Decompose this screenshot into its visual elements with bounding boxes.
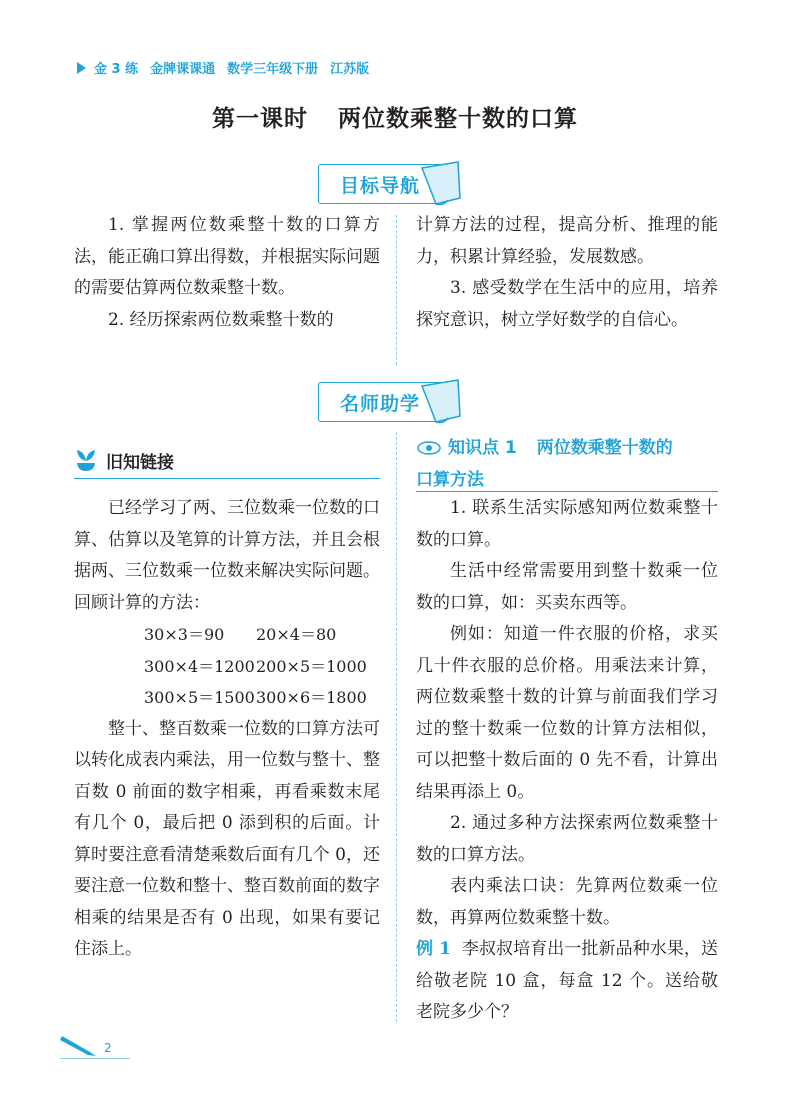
- calc-item: 20×4＝80: [256, 625, 337, 644]
- knowledge-point-heading: [416, 432, 718, 496]
- example-text: 李叔叔培育出一批新品种水果，送给敬老院 10 盒，每盒 12 个。送给敬老院多少个？: [416, 939, 719, 1022]
- old-body: 整十、整百数乘一位数的口算方法可以转化成表内乘法，用一位数与整十、整百数 0 前面的数字相乘，再看乘数末尾有几个 0，最后把 0 添到积的后面。计算时要注意看清楚乘数后面有几个 0，还要注意一位数和整十、整百数前面的数字相乘的结果是否有 0 出现，如果有要记住添上。: [74, 718, 380, 959]
- knowledge-label: 知识点 1: [448, 438, 517, 458]
- calc-item: 30×3＝90: [144, 625, 225, 644]
- page-title: [0, 100, 790, 133]
- calc-item: 300×6＝1800: [256, 688, 367, 707]
- goal-paragraph: 计算方法的过程，提高分析、推理的能力，积累计算经验，发展数感。: [416, 215, 718, 267]
- goal-paragraph: 3. 感受数学在生活中的应用，培养探究意识，树立学好数学的自信心。: [416, 278, 718, 330]
- lesson-topic: 两位数乘整十数的口算: [338, 105, 578, 132]
- knowledge-title-line2: 口算方法: [416, 470, 484, 490]
- pencil-icon: [60, 1030, 100, 1058]
- calc-row: [74, 682, 380, 714]
- knowledge-paragraph: 生活中经常需要用到整十数乘一位数的口算，如：买卖东西等。: [416, 561, 718, 613]
- calc-row: [74, 651, 380, 683]
- knowledge-paragraph: 1. 联系生活实际感知两位数乘整十数的口算。: [416, 498, 718, 550]
- calc-row: [74, 619, 380, 651]
- header-book: 数学三年级下册: [227, 62, 319, 77]
- goals-banner: [318, 160, 478, 210]
- scroll-icon: [418, 378, 464, 426]
- goal-paragraph: 1. 掌握两位数乘整十数的口算方法，能正确口算出得数，并根据实际问题的需要估算两位数乘整十数。: [74, 215, 380, 298]
- calc-item: 300×4＝1200: [144, 656, 255, 676]
- knowledge-paragraph: 表内乘法口诀：先算两位数乘一位数，再算两位数乘整十数。: [416, 876, 718, 928]
- column-divider: [396, 215, 397, 365]
- goals-banner-label: 目标导航: [318, 164, 442, 204]
- goals-left: [74, 210, 380, 336]
- knowledge-paragraph: 2. 通过多种方法探索两位数乘整十数的口算方法。: [416, 813, 718, 865]
- example-label: 例 1: [416, 939, 451, 959]
- page-number: 2: [104, 1041, 112, 1055]
- column-divider: [396, 432, 397, 1022]
- knowledge-title-line1: 两位数乘整十数的: [536, 438, 673, 458]
- lesson-label: 第一课时: [212, 105, 308, 132]
- scroll-icon: [418, 160, 464, 208]
- knowledge-paragraph: 例如：知道一件衣服的价格，求买几十件衣服的总价格。用乘法来计算，两位数乘整十数的计算与前面我们学习过的整十数乘一位数的计算方法相似，可以把整十数后面的 0 先不看，计算出结果再添上 0。: [416, 624, 718, 802]
- calc-item: 200×5＝1000: [256, 656, 367, 676]
- header-brand: 金 3 练: [94, 62, 139, 77]
- footer-rule: [60, 1058, 130, 1059]
- knowledge-body: [416, 493, 718, 1029]
- example-paragraph: [416, 934, 718, 1029]
- triangle-icon: [77, 62, 86, 74]
- section-rule: [416, 491, 718, 492]
- section-rule: [74, 478, 380, 479]
- running-header: [77, 58, 369, 77]
- old-knowledge-heading: [74, 447, 174, 473]
- header-edition: 江苏版: [330, 62, 370, 77]
- old-intro: 已经学习了两、三位数乘一位数的口算、估算以及笔算的计算方法，并且会根据两、三位数乘一位数来解决实际问题。回顾计算的方法：: [74, 498, 380, 613]
- eye-icon: [416, 440, 442, 456]
- tips-banner: [318, 378, 478, 428]
- tips-banner-label: 名师助学: [318, 382, 442, 422]
- old-knowledge-body: [74, 493, 380, 966]
- old-knowledge-title: 旧知链接: [106, 452, 174, 473]
- goal-paragraph: 2. 经历探索两位数乘整十数的: [108, 309, 334, 330]
- sprout-icon: [74, 447, 98, 473]
- goals-right: [416, 210, 718, 336]
- header-series: 金牌课课通: [150, 62, 216, 77]
- calc-item: 300×5＝1500: [144, 688, 255, 707]
